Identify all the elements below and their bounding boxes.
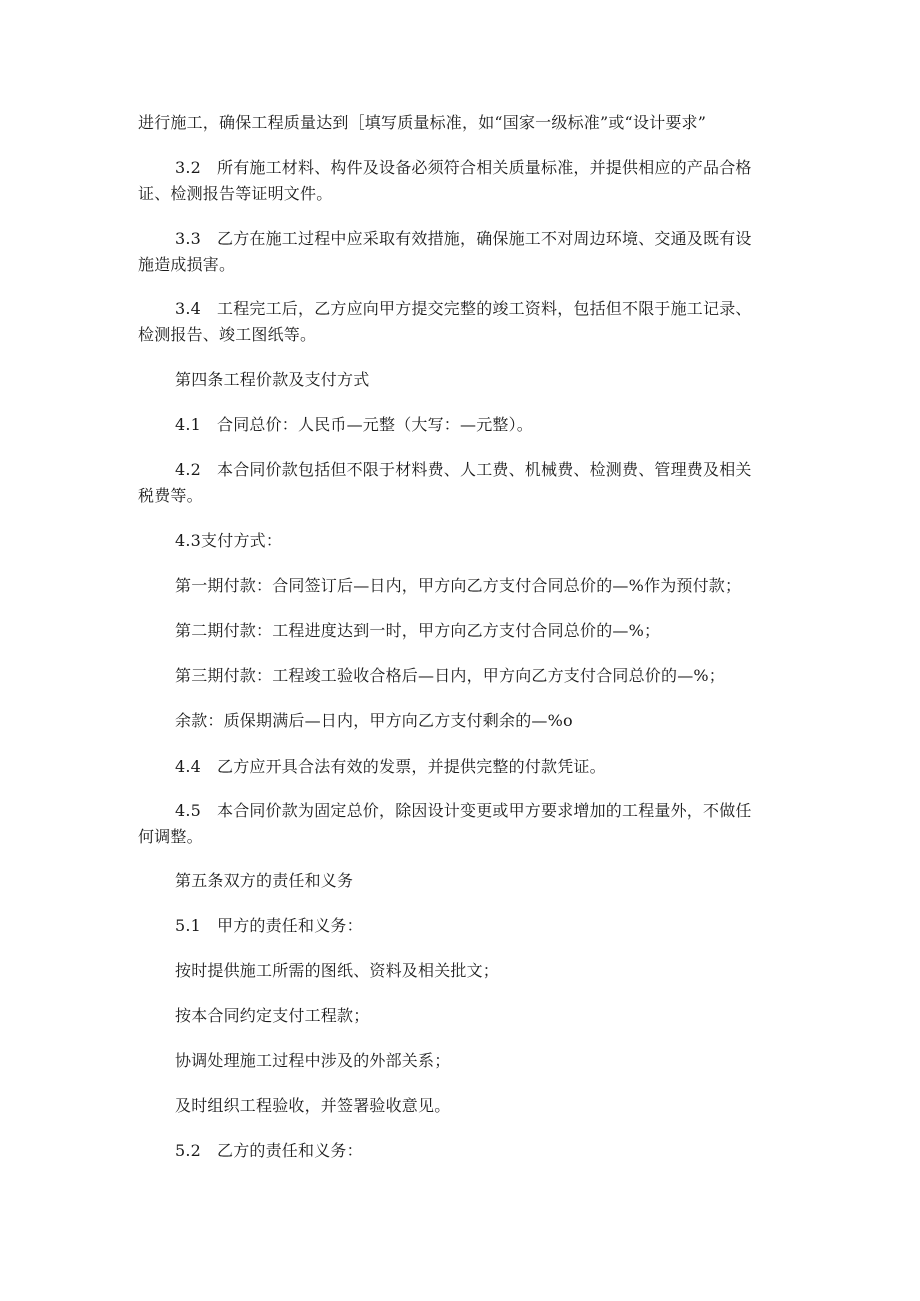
line-text: 协调处理施工过程中涉及的外部关系； <box>175 1051 451 1070</box>
clause-3-4-continuation <box>138 324 316 346</box>
line-text: 余款：质保期满后—日内，甲方向乙方支付剩余的—%o <box>175 711 573 730</box>
section-title: 第四条工程价款及支付方式 <box>175 370 370 389</box>
line-text: 税费等。 <box>138 486 203 505</box>
line-text: 按时提供施工所需的图纸、资料及相关批文； <box>175 961 500 980</box>
clause-4-2-continuation <box>138 485 203 507</box>
clause-number: 5.2 <box>175 1141 202 1160</box>
clause-3-3 <box>175 228 752 250</box>
line-text: 乙方的责任和义务： <box>217 1141 363 1160</box>
party-a-duty-2 <box>175 1005 369 1027</box>
section-title: 第五条双方的责任和义务 <box>175 871 354 890</box>
line-text: 乙方在施工过程中应采取有效措施，确保施工不对周边环境、交通及既有设 <box>217 229 752 248</box>
clause-number: 4.1 <box>175 415 202 434</box>
line-text: 施造成损害。 <box>138 255 236 274</box>
party-a-duty-3 <box>175 1050 450 1072</box>
section-heading-4 <box>175 369 369 391</box>
clause-number: 3.4 <box>175 299 202 318</box>
clause-number: 4.2 <box>175 460 202 479</box>
clause-4-4 <box>175 756 606 778</box>
line-text: 所有施工材料、构件及设备必须符合相关质量标准，并提供相应的产品合格 <box>217 158 752 177</box>
clause-4-5-continuation <box>138 826 203 848</box>
clause-3-2 <box>175 157 752 179</box>
clause-4-2 <box>175 459 752 481</box>
line-text: 第二期付款：工程进度达到一时，甲方向乙方支付合同总价的—%； <box>175 621 661 640</box>
section-heading-5 <box>175 870 353 892</box>
line-text: 第一期付款：合同签订后—日内，甲方向乙方支付合同总价的—%作为预付款； <box>175 576 742 595</box>
clause-5-2 <box>175 1140 363 1162</box>
line-text: 何调整。 <box>138 827 203 846</box>
clause-number: 3.2 <box>175 158 202 177</box>
line-text: 第三期付款：工程竣工验收合格后—日内，甲方向乙方支付合同总价的—%； <box>175 666 726 685</box>
clause-number: 4.4 <box>175 757 202 776</box>
clause-4-5 <box>175 800 752 822</box>
line-text: 本合同价款为固定总价，除因设计变更或甲方要求增加的工程量外，不做任 <box>217 801 752 820</box>
clause-4-3 <box>175 530 282 552</box>
payment-stage-1 <box>175 575 741 597</box>
party-a-duty-1 <box>175 960 499 982</box>
line-text: 甲方的责任和义务： <box>217 916 363 935</box>
line-text: 乙方应开具合法有效的发票，并提供完整的付款凭证。 <box>217 757 606 776</box>
paragraph-3-1-continuation <box>138 112 706 134</box>
clause-3-2-continuation <box>138 183 332 205</box>
clause-5-1 <box>175 915 363 937</box>
payment-stage-2 <box>175 620 660 642</box>
party-a-duty-4 <box>175 1095 450 1117</box>
line-text: 进行施工，确保工程质量达到［填写质量标准，如“国家一级标准”或“设计要求” <box>138 113 707 132</box>
line-text: 证、检测报告等证明文件。 <box>138 184 333 203</box>
line-text: 及时组织工程验收，并签署验收意见。 <box>175 1096 451 1115</box>
payment-balance <box>175 710 573 732</box>
clause-number: 5.1 <box>175 916 202 935</box>
clause-4-1 <box>175 414 533 436</box>
line-text: 工程完工后，乙方应向甲方提交完整的竣工资料，包括但不限于施工记录、 <box>217 299 752 318</box>
clause-number: 3.3 <box>175 229 202 248</box>
line-text: 检测报告、竣工图纸等。 <box>138 325 317 344</box>
clause-3-4 <box>175 298 752 320</box>
line-text: 本合同价款包括但不限于材料费、人工费、机械费、检测费、管理费及相关 <box>217 460 752 479</box>
line-text: 按本合同约定支付工程款； <box>175 1006 370 1025</box>
clause-3-3-continuation <box>138 254 235 276</box>
line-text: 合同总价：人民币—元整（大写：—元整）。 <box>217 415 534 434</box>
clause-number: 4.5 <box>175 801 202 820</box>
line-text: 4.3支付方式： <box>175 531 283 550</box>
payment-stage-3 <box>175 665 725 687</box>
